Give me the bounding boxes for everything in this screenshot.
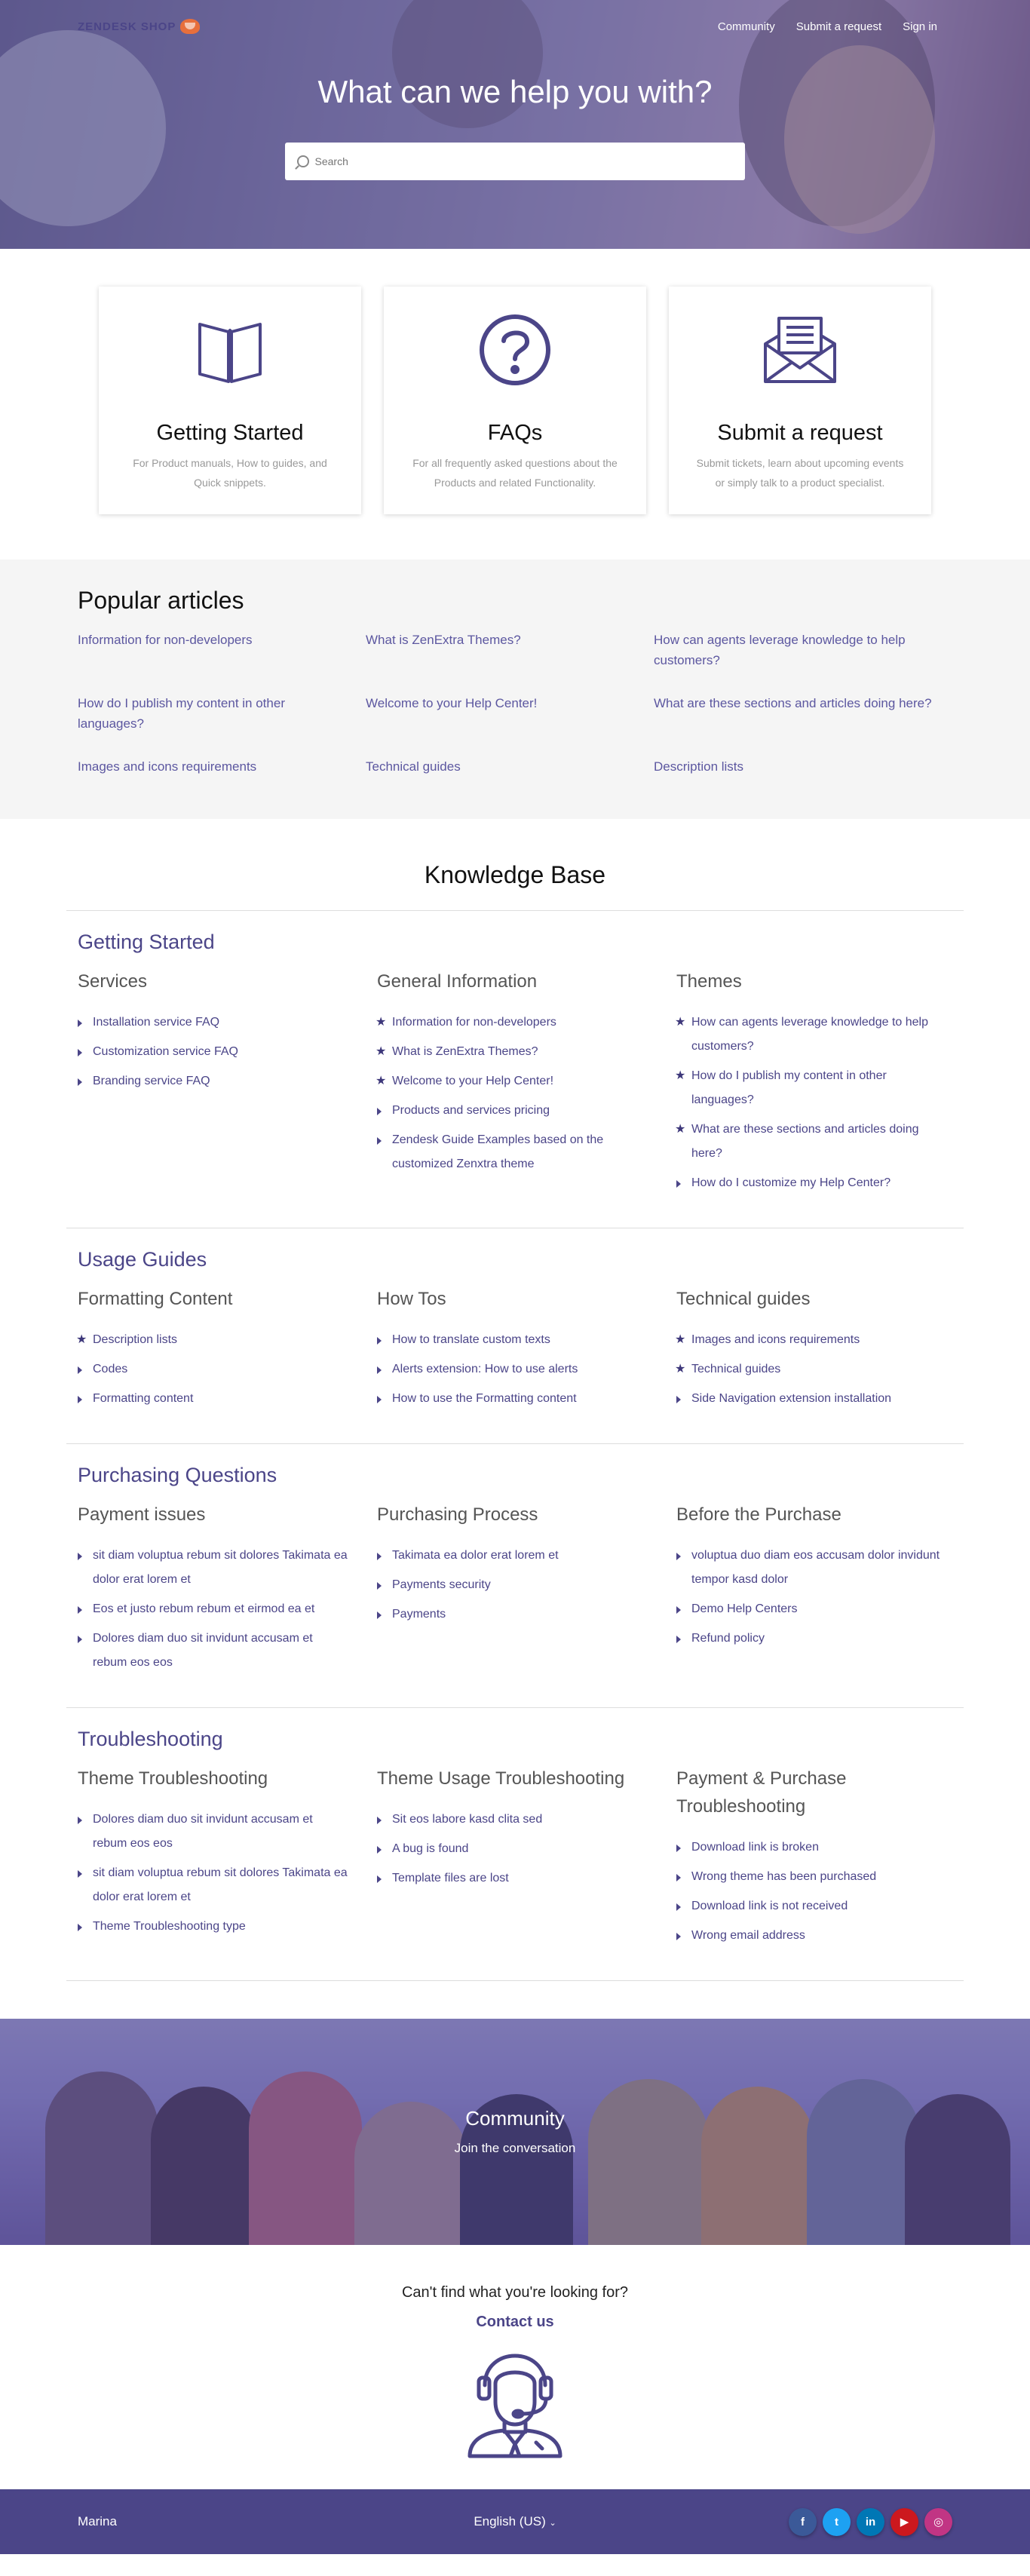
caret-right-icon (377, 1366, 382, 1374)
caret-right-icon (78, 1606, 82, 1614)
article-link[interactable]: Demo Help Centers (691, 1602, 798, 1615)
article-list-item (676, 1544, 976, 1592)
article-list-item (676, 1010, 976, 1059)
card-title: FAQs (487, 421, 543, 445)
star-icon: ★ (376, 1045, 387, 1058)
caret-right-icon (78, 1049, 82, 1056)
kb-section (377, 968, 676, 1201)
article-list (377, 1010, 676, 1176)
kb-section (676, 1765, 976, 1953)
card-submit-request[interactable] (669, 287, 931, 514)
article-link[interactable]: Formatting content (93, 1392, 194, 1405)
kb-section (377, 1285, 676, 1416)
article-list-item (78, 1544, 377, 1592)
section-title[interactable]: Theme Troubleshooting (78, 1768, 268, 1789)
kb-divider (66, 1980, 964, 1981)
article-list-item (676, 1865, 976, 1889)
article-link[interactable]: How do I customize my Help Center? (691, 1176, 891, 1189)
section-grid (78, 1501, 952, 1680)
section-title[interactable]: Themes (676, 971, 742, 992)
contact-question: Can't find what you're looking for? (401, 2284, 629, 2301)
article-link[interactable]: What is ZenExtra Themes? (392, 1045, 538, 1058)
star-icon: ★ (675, 1016, 686, 1029)
card-title: Submit a request (717, 421, 883, 445)
article-link[interactable]: Download link is broken (691, 1841, 819, 1854)
article-list-item (78, 1861, 377, 1909)
article-list-item (377, 1357, 676, 1382)
article-link[interactable]: Takimata ea dolor erat lorem et (392, 1549, 559, 1562)
social-links (726, 2508, 952, 2536)
site-footer (0, 2489, 1030, 2554)
article-link[interactable]: Wrong theme has been purchased (691, 1870, 877, 1883)
caret-right-icon (377, 1137, 382, 1145)
article-list-item (78, 1328, 377, 1352)
article-link[interactable]: Customization service FAQ (93, 1045, 238, 1058)
article-link[interactable]: How do I publish my content in other languages? (691, 1069, 887, 1106)
linkedin-icon[interactable]: in (857, 2508, 884, 2536)
article-link[interactable]: Template files are lost (392, 1872, 509, 1884)
article-list-item (676, 1894, 976, 1918)
article-link[interactable]: Zendesk Guide Examples based on the customized Zenxtra theme (392, 1133, 604, 1170)
star-icon: ★ (76, 1333, 87, 1346)
caret-right-icon (377, 1337, 382, 1345)
kb-section (676, 968, 976, 1201)
article-list-item (377, 1387, 676, 1411)
chevron-down-icon: ⌄ (549, 2519, 556, 2528)
article-list (78, 1808, 377, 1939)
article-list-item (676, 1627, 976, 1651)
popular-article-link[interactable]: Description lists (654, 759, 744, 774)
kb-category (66, 910, 964, 1228)
article-link[interactable]: Products and services pricing (392, 1104, 550, 1117)
footer-brand: Marina (78, 2514, 117, 2528)
article-list-item (78, 1010, 377, 1035)
article-list (676, 1835, 976, 1948)
article-list-item (676, 1118, 976, 1166)
article-link[interactable]: Refund policy (691, 1632, 765, 1645)
article-list-item (78, 1040, 377, 1064)
category-title[interactable]: Purchasing Questions (78, 1464, 277, 1486)
article-list-item (78, 1357, 377, 1382)
category-title[interactable]: Troubleshooting (78, 1728, 223, 1750)
question-icon (384, 308, 646, 392)
popular-title: Popular articles (78, 587, 244, 614)
section-title[interactable]: Payment issues (78, 1504, 206, 1525)
popular-article-link[interactable]: Information for non-developers (78, 633, 253, 647)
article-link[interactable]: Codes (93, 1363, 128, 1375)
caret-right-icon (676, 1396, 681, 1403)
article-link[interactable]: Dolores diam duo sit invidunt accusam et rebum eos eos (93, 1632, 313, 1669)
section-title[interactable]: How Tos (377, 1289, 446, 1309)
star-icon: ★ (376, 1075, 387, 1087)
kb-section (78, 1765, 377, 1953)
feature-cards (0, 249, 1030, 560)
article-list-item (676, 1357, 976, 1382)
article-link[interactable]: Dolores diam duo sit invidunt accusam et rebum eos eos (93, 1813, 313, 1850)
logo-text: ZENDESK SHOP (78, 20, 176, 33)
community-text (0, 2107, 1030, 2156)
article-link[interactable]: Description lists (93, 1333, 178, 1346)
card-description: For all frequently asked questions about the Products and related Functionality. (412, 457, 618, 489)
section-title[interactable]: Before the Purchase (676, 1504, 841, 1525)
article-list-item (676, 1387, 976, 1411)
article-link[interactable]: How to translate custom texts (392, 1333, 550, 1346)
language-label: English (US) (474, 2514, 546, 2528)
site-header (0, 0, 1030, 53)
article-link[interactable]: Wrong email address (691, 1929, 805, 1942)
star-icon: ★ (675, 1069, 686, 1082)
article-link[interactable]: Installation service FAQ (93, 1016, 220, 1029)
popular-article-link[interactable]: How do I publish my content in other languages? (78, 696, 285, 731)
article-list-item (78, 1627, 377, 1675)
card-title: Getting Started (156, 421, 304, 445)
kb-category (66, 1707, 964, 1980)
popular-article-link[interactable]: Technical guides (366, 759, 461, 774)
kb-section (377, 1501, 676, 1680)
article-link[interactable]: sit diam voluptua rebum sit dolores Takimata ea dolor erat lorem et (93, 1549, 348, 1586)
support-agent-icon (0, 2338, 1030, 2459)
caret-right-icon (676, 1874, 681, 1881)
article-list-item (676, 1171, 976, 1195)
kb-section (377, 1765, 676, 1953)
card-getting-started[interactable] (99, 287, 361, 514)
article-list (78, 1544, 377, 1675)
youtube-icon[interactable]: ▶ (891, 2508, 918, 2536)
search-icon (297, 155, 309, 167)
caret-right-icon (78, 1636, 82, 1643)
kb-category (66, 1228, 964, 1443)
article-list-item (676, 1328, 976, 1352)
category-title[interactable]: Usage Guides (78, 1248, 207, 1271)
hero-title: What can we help you with? (317, 74, 713, 109)
article-list-item (676, 1924, 976, 1948)
caret-right-icon (78, 1553, 82, 1560)
caret-right-icon (377, 1846, 382, 1854)
section-title[interactable]: Purchasing Process (377, 1504, 538, 1525)
card-faqs[interactable] (384, 287, 646, 514)
article-list-item (377, 1866, 676, 1891)
caret-right-icon (78, 1078, 82, 1086)
caret-right-icon (676, 1636, 681, 1643)
category-title[interactable]: Getting Started (78, 931, 215, 953)
caret-right-icon (78, 1020, 82, 1027)
language-selector[interactable] (474, 2514, 556, 2529)
community-title: Community (465, 2107, 565, 2130)
kb-title: Knowledge Base (424, 861, 606, 888)
article-link[interactable]: Download link is not received (691, 1900, 848, 1912)
article-link[interactable]: Branding service FAQ (93, 1075, 210, 1087)
section-title[interactable]: Formatting Content (78, 1289, 233, 1309)
article-link[interactable]: A bug is found (392, 1842, 469, 1855)
caret-right-icon (377, 1582, 382, 1590)
card-description: Submit tickets, learn about upcoming events or simply talk to a product specialist. (696, 457, 904, 489)
knowledge-base (0, 819, 1030, 2019)
article-list-item (78, 1069, 377, 1093)
caret-right-icon (377, 1108, 382, 1115)
article-list-item (78, 1808, 377, 1856)
popular-articles (0, 560, 1030, 819)
article-list-item (676, 1064, 976, 1112)
section-title[interactable]: Payment & Purchase Troubleshooting (676, 1768, 847, 1817)
header-nav (718, 20, 937, 33)
community-subtitle: Join the conversation (454, 2141, 576, 2155)
popular-article-link[interactable]: Images and icons requirements (78, 759, 257, 774)
article-list-item (377, 1099, 676, 1123)
hero-banner (0, 0, 1030, 249)
popular-article-link[interactable]: How can agents leverage knowledge to help customers? (654, 633, 906, 667)
card-description: For Product manuals, How to guides, and Quick snippets. (133, 457, 327, 489)
article-list (377, 1328, 676, 1411)
article-list (377, 1808, 676, 1891)
article-link[interactable]: Welcome to your Help Center! (392, 1075, 554, 1087)
article-link[interactable]: voluptua duo diam eos accusam dolor invidunt tempor kasd dolor (691, 1549, 940, 1586)
kb-category (66, 1443, 964, 1707)
article-list-item (78, 1387, 377, 1411)
contact-section (0, 2245, 1030, 2489)
star-icon: ★ (675, 1333, 686, 1346)
article-link[interactable]: Theme Troubleshooting type (93, 1920, 246, 1933)
section-title[interactable]: Theme Usage Troubleshooting (377, 1768, 625, 1789)
article-list-item (78, 1597, 377, 1621)
popular-article-link[interactable]: What are these sections and articles doing here? (654, 696, 932, 710)
caret-right-icon (377, 1553, 382, 1560)
article-link[interactable]: Payments security (392, 1578, 491, 1591)
article-list-item (377, 1040, 676, 1064)
envelope-icon (669, 308, 931, 392)
caret-right-icon (377, 1875, 382, 1883)
article-list (78, 1328, 377, 1411)
section-grid (78, 1285, 952, 1416)
article-list-item (377, 1602, 676, 1627)
kb-section (78, 968, 377, 1201)
article-list-item (676, 1835, 976, 1860)
search-input[interactable] (315, 155, 733, 167)
article-list (676, 1544, 976, 1651)
caret-right-icon (78, 1396, 82, 1403)
kb-categories (66, 910, 964, 1980)
caret-right-icon (377, 1612, 382, 1619)
section-grid (78, 1765, 952, 1953)
article-list-item (377, 1544, 676, 1568)
kb-section (78, 1501, 377, 1680)
article-list-item (676, 1597, 976, 1621)
caret-right-icon (78, 1366, 82, 1374)
kb-section (676, 1285, 976, 1416)
nav-community-link[interactable]: Community (717, 20, 775, 33)
caret-right-icon (676, 1903, 681, 1911)
article-link[interactable]: Alerts extension: How to use alerts (392, 1363, 578, 1375)
facebook-icon[interactable]: f (789, 2508, 817, 2536)
caret-right-icon (676, 1845, 681, 1852)
article-list-item (377, 1328, 676, 1352)
article-list (676, 1328, 976, 1411)
article-list-item (78, 1915, 377, 1939)
search-box[interactable] (285, 143, 745, 180)
caret-right-icon (676, 1180, 681, 1188)
kb-section (676, 1501, 976, 1680)
article-link[interactable]: sit diam voluptua rebum sit dolores Takimata ea dolor erat lorem et (93, 1866, 348, 1903)
caret-right-icon (377, 1396, 382, 1403)
article-link[interactable]: Eos et justo rebum rebum et eirmod ea et (93, 1602, 315, 1615)
star-icon: ★ (675, 1123, 686, 1136)
article-list (377, 1544, 676, 1627)
article-link[interactable]: Images and icons requirements (691, 1333, 860, 1346)
article-link[interactable]: Sit eos labore kasd clita sed (392, 1813, 543, 1826)
book-icon (99, 308, 361, 392)
section-title[interactable]: Services (78, 971, 148, 992)
nav-submit-request-link[interactable]: Submit a request (795, 20, 882, 33)
caret-right-icon (78, 1870, 82, 1878)
article-list-item (377, 1837, 676, 1861)
star-icon: ★ (675, 1363, 686, 1375)
instagram-icon[interactable]: ◎ (924, 2508, 952, 2536)
article-list (78, 1010, 377, 1093)
section-title[interactable]: General Information (377, 971, 538, 992)
caret-right-icon (377, 1817, 382, 1824)
section-title[interactable]: Technical guides (676, 1289, 811, 1309)
article-link[interactable]: How can agents leverage knowledge to help customers? (691, 1016, 928, 1053)
star-icon: ★ (376, 1016, 387, 1029)
article-list-item (377, 1010, 676, 1035)
logo-mark-icon (180, 19, 200, 34)
nav-sign-in-link[interactable]: Sign in (903, 20, 937, 33)
caret-right-icon (78, 1924, 82, 1931)
twitter-icon[interactable]: t (823, 2508, 851, 2536)
article-link[interactable]: Information for non-developers (392, 1016, 556, 1029)
article-list (676, 1010, 976, 1195)
article-list-item (377, 1128, 676, 1176)
caret-right-icon (676, 1933, 681, 1940)
popular-grid (78, 630, 952, 777)
article-list-item (377, 1069, 676, 1093)
caret-right-icon (676, 1553, 681, 1560)
caret-right-icon (676, 1606, 681, 1614)
kb-section (78, 1285, 377, 1416)
community-banner[interactable] (0, 2019, 1030, 2245)
article-link[interactable]: Technical guides (691, 1363, 781, 1375)
caret-right-icon (78, 1817, 82, 1824)
popular-article-link[interactable]: Welcome to your Help Center! (366, 696, 538, 710)
section-grid (78, 968, 952, 1201)
article-link[interactable]: Side Navigation extension installation (691, 1392, 892, 1405)
popular-article-link[interactable]: What is ZenExtra Themes? (366, 633, 521, 647)
article-link[interactable]: Payments (392, 1608, 446, 1621)
article-link[interactable]: How to use the Formatting content (392, 1392, 577, 1405)
article-link[interactable]: What are these sections and articles doing here? (691, 1123, 919, 1160)
contact-us-link[interactable]: Contact us (476, 2314, 554, 2330)
article-list-item (377, 1808, 676, 1832)
article-list-item (377, 1573, 676, 1597)
logo[interactable] (78, 19, 200, 34)
